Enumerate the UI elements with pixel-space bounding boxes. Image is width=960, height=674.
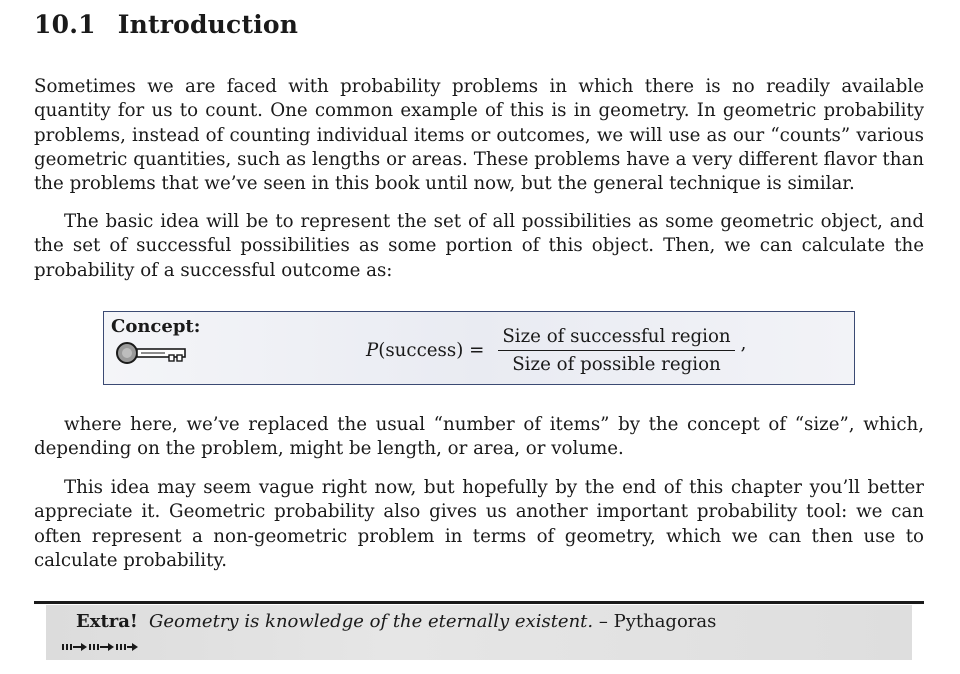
formula-p: P (366, 339, 379, 361)
extra-quote (149, 611, 716, 632)
extra-attribution: – Pythagoras (593, 611, 717, 632)
formula-lhs (366, 340, 484, 361)
concept-box (103, 311, 855, 385)
paragraph-size-concept: where here, we’ve replaced the usual “number of items” by the concept of “size”, which, depending on the problem, might be length, or area, or volume. (34, 414, 924, 460)
paragraph-basic-idea: The basic idea will be to represent the set of all possibilities as some geometric object, and the set of successful possibilities as some portion of this object. Then, we can calculate the probability of a successful outcome as: (34, 211, 924, 281)
arrows-icon (62, 641, 138, 653)
formula-lhs-rest: (success) = (378, 339, 485, 361)
extra-label: Extra! (76, 611, 138, 632)
probability-formula (366, 320, 746, 380)
key-icon (113, 340, 189, 366)
extra-divider (34, 601, 924, 604)
paragraph-geometric-tool: This idea may seem vague right now, but hopefully by the end of this chapter you’ll better appreciate it. Geometric probability also gives us another important probability tool: we can often represent a non-geometric problem in terms of geometry, which we can then use to calculate probability. (34, 477, 924, 571)
formula-comma: , (740, 332, 747, 354)
formula-numerator: Size of successful region (498, 326, 734, 351)
formula-fraction (498, 326, 734, 375)
formula-denominator: Size of possible region (512, 353, 721, 375)
extra-quote-text: Geometry is knowledge of the eternally existent. (149, 611, 594, 632)
concept-label: Concept: (111, 316, 201, 337)
section-number: 10.1 (34, 10, 96, 39)
paragraph-intro: Sometimes we are faced with probability problems in which there is no readily available quantity for us to count. One common example of this is in geometry. In geometric probability problems, instead of counting individual items or outcomes, we will use as our “counts” various geometric quantities, such as lengths or areas. These problems have a very different flavor than the problems that we’ve seen in this book until now, but the general technique is similar. (34, 76, 924, 195)
section-title: Introduction (117, 10, 299, 39)
section-heading (34, 10, 298, 39)
extra-box (46, 605, 912, 660)
